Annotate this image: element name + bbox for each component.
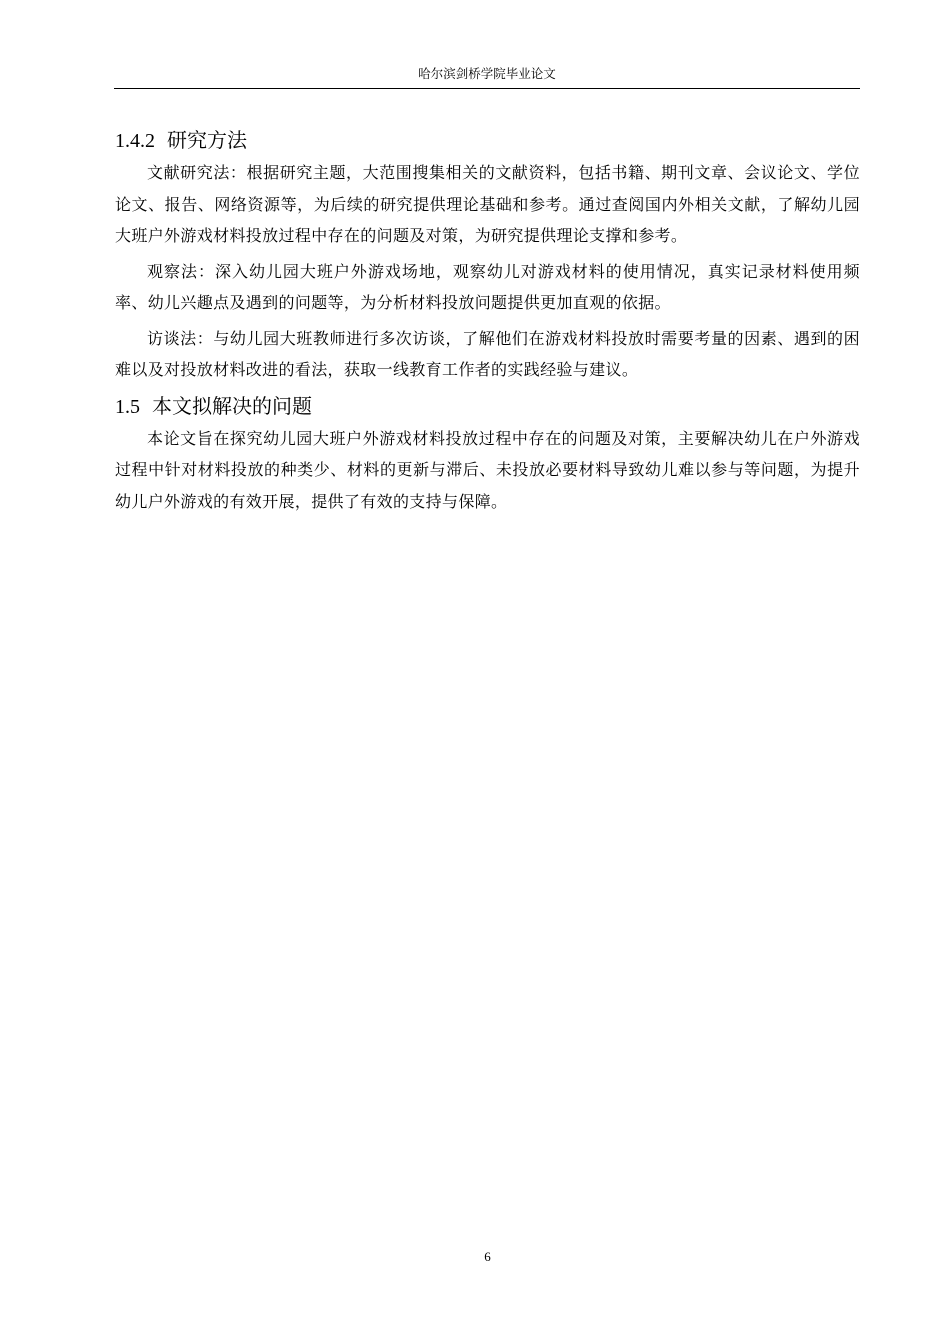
section-heading-1-4-2	[115, 124, 860, 157]
paragraph-problems-to-solve: 本论文旨在探究幼儿园大班户外游戏材料投放过程中存在的问题及对策，主要解决幼儿在户外游戏过程中针对材料投放的种类少、材料的更新与滞后、未投放必要材料导致幼儿难以参与等问题，为提升幼儿户外游戏的有效开展，提供了有效的支持与保障。	[115, 428, 860, 511]
paragraph-literature-method: 文献研究法：根据研究主题，大范围搜集相关的文献资料，包括书籍、期刊文章、会议论文、学位论文、报告、网络资源等，为后续的研究提供理论基础和参考。通过查阅国内外相关文献，了解幼儿园大班户外游戏材料投放过程中存在的问题及对策，为研究提供理论支撑和参考。	[115, 163, 860, 245]
page-body	[115, 124, 860, 521]
section-number: 1.4.2	[115, 130, 155, 152]
section-title: 本文拟解决的问题	[152, 393, 312, 418]
section-title: 研究方法	[167, 128, 247, 152]
page-number: 6	[484, 1249, 491, 1264]
section-heading-1-5	[115, 390, 860, 423]
paragraph-interview-method: 访谈法：与幼儿园大班教师进行多次访谈，了解他们在游戏材料投放时需要考量的因素、遇到的困难以及对投放材料改进的看法，获取一线教育工作者的实践经验与建议。	[115, 328, 860, 379]
header-rule	[114, 88, 860, 89]
section-number: 1.5	[115, 395, 140, 418]
paragraph-observation-method: 观察法：深入幼儿园大班户外游戏场地，观察幼儿对游戏材料的使用情况，真实记录材料使用频率、幼儿兴趣点及遇到的问题等，为分析材料投放问题提供更加直观的依据。	[115, 261, 860, 312]
running-header: 哈尔滨剑桥学院毕业论文	[418, 66, 556, 81]
